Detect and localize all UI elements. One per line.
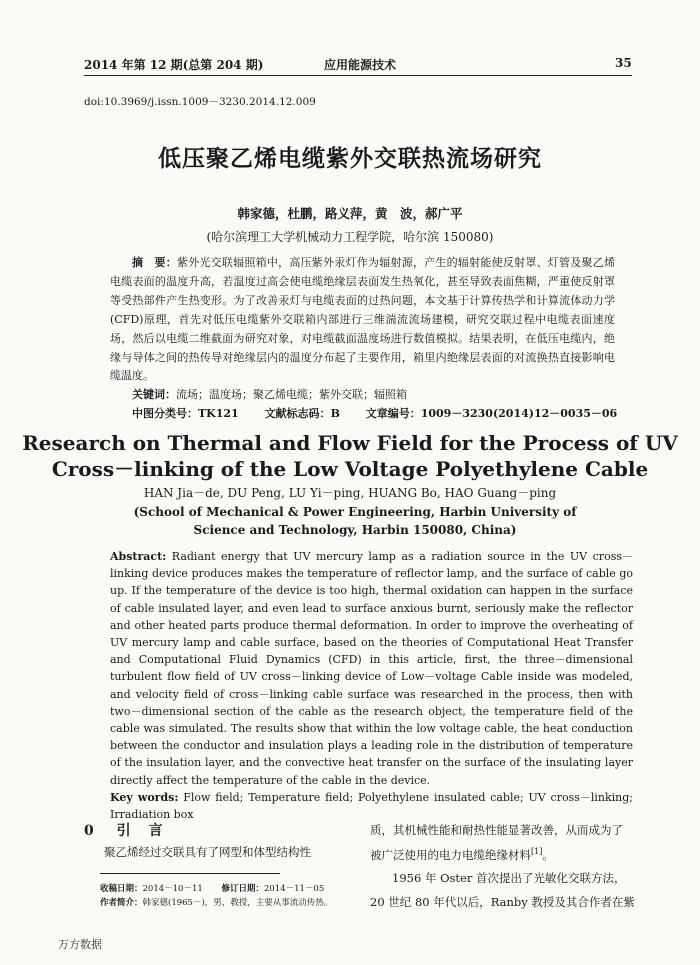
title-cn: 低压聚乙烯电缆紫外交联热流场研究 — [158, 145, 542, 172]
clc-value: TK121 — [198, 407, 239, 420]
abstract-en — [110, 548, 633, 823]
revised-label: 修订日期： — [221, 884, 264, 894]
journal-issue: 2014 年第 12 期(总第 204 期) — [84, 58, 264, 72]
keywords-cn-label: 关键词： — [132, 388, 176, 401]
body-right-line-3: 1956 年 Oster 首次提出了光敏化交联方法， — [392, 871, 626, 885]
abstract-cn-text: 紫外光交联辐照箱中，高压紫外汞灯作为辐射源，产生的辐射能使反射罩、灯管及聚乙烯电缆表面的温度升高，若温度过高会使电缆绝缘层表面发生热氧化，甚至导致表面焦糊，严重使反射罩等受热部件产生热变形。为了改善汞灯与电缆表面的过热问题，本文基于计算传热学和计算流体动力学(CFD)原理，首先对低压电缆紫外交联箱内部进行三维湍流流场建模，研究交联过程中电缆表面速度场，然后以电缆二维截面为研究对象，对电缆截面温度场进行数值模拟。结果表明，在低压电缆内，绝缘与导体之间的热传导对绝缘层内的温度分布起了主要作用，箱里内绝缘层表面的对流换热直接影响电缆温度。 — [110, 256, 615, 383]
abstract-en-label: Abstract: — [110, 550, 167, 563]
title-en-line2: Cross－linking of the Low Voltage Polyethylene Cable — [51, 457, 649, 481]
article-value: 1009－3230(2014)12－0035－06 — [420, 407, 618, 420]
keywords-cn-text: 流场；温度场；聚乙烯电缆；紫外交联；辐照箱 — [176, 388, 407, 401]
title-en — [0, 430, 700, 482]
abstract-en-text: Radiant energy that UV mercury lamp as a radiation source in the UV cross－linking device produces makes the temperature of reflector lamp, and the surface of cable go up. If the temperature of the device is too high, thermal oxidation can happen in the surface of cable insulated layer, and even lead to surface anxious burnt, seriously make the reflector and other heated parts produce thermal deformation. In order to improve the overheating of UV mercury lamp and cable surface, based on the theories of Computational Heat Transfer and Computational Fluid Dynamics (CFD) in this article, first, the three－dimensional turbulent flow field of UV cross－linking device of Low－voltage Cable inside was modeled, and velocity field of cross－linking cable surface was researched in the process, then with two－dimensional section of the cable as the research object, the temperature field of the cable was simulated. The results show that within the low voltage cable, the heat conduction between the conductor and insulation plays a leading role in the distribution of temperature of the insulation layer, and the convective heat transfer on the surface of the insulating layer directly affect the temperature of the cable in the device. — [110, 550, 633, 787]
journal-name: 应用能源技术 — [324, 58, 397, 72]
affiliation-en: (School of Mechanical & Power Engineering, Harbin University of Science and Technology, Harbin 150080, China) — [133, 505, 577, 537]
body-right-line-2: 被广泛使用的电力电缆绝缘材料[1]。 — [370, 847, 554, 862]
bio-label: 作者简介： — [100, 898, 143, 908]
abstract-cn-label: 摘 要： — [132, 256, 177, 269]
revised-date: 2014－11－05 — [264, 884, 325, 894]
body-left-line-1: 聚乙烯经过交联具有了网型和体型结构性 — [104, 845, 311, 859]
doc-label: 文献标志码： — [264, 407, 331, 420]
section-title: 引 言 — [116, 823, 165, 839]
page-number: 35 — [615, 56, 632, 70]
body-right-line-4: 20 世纪 80 年代以后，Ranby 教授及其合作者在紫 — [370, 895, 635, 909]
footnote-dates — [100, 882, 324, 896]
doi: doi:10.3969/j.issn.1009－3230.2014.12.009 — [84, 96, 316, 108]
body-right-line-1: 质，其机械性能和耐热性能显著改善，从而成为了 — [370, 823, 623, 837]
clc-label: 中图分类号： — [132, 407, 198, 420]
keywords-cn — [132, 386, 637, 405]
body-right-line-2-text: 被广泛使用的电力电缆绝缘材料 — [370, 847, 531, 862]
authors-cn: 韩家德，杜鹏，路义萍，黄 波，郝广平 — [237, 206, 463, 221]
section-number: 0 — [84, 823, 96, 839]
header-rule — [84, 75, 632, 76]
article-label: 文章编号： — [365, 407, 421, 420]
classification-line — [132, 405, 622, 424]
bio-text: 韩家德(1965－)，男，教授，主要从事流动传热。 — [142, 898, 333, 908]
keywords-en-label: Key words: — [110, 790, 179, 804]
footnote-rule — [100, 873, 280, 874]
received-date: 2014－10－11 — [142, 884, 203, 894]
section-heading — [84, 820, 165, 840]
received-label: 收稿日期： — [100, 884, 143, 894]
title-en-line1: Research on Thermal and Flow Field for the Process of UV — [22, 431, 678, 455]
authors-en: HAN Jia－de, DU Peng, LU Yi－ping, HUANG Bo, HAO Guang－ping — [143, 486, 557, 500]
keywords-en-text: Flow field; Temperature field; Polyethylene insulated cable; UV cross－linking; Irradiation box — [110, 790, 634, 822]
abstract-cn — [110, 254, 615, 386]
doc-value: B — [330, 407, 340, 420]
citation-ref: [1] — [531, 847, 543, 856]
affiliation-cn: (哈尔滨理工大学机械动力工程学院，哈尔滨 150080) — [206, 230, 494, 244]
watermark: 万方数据 — [58, 938, 102, 951]
footnote-bio — [100, 896, 332, 910]
